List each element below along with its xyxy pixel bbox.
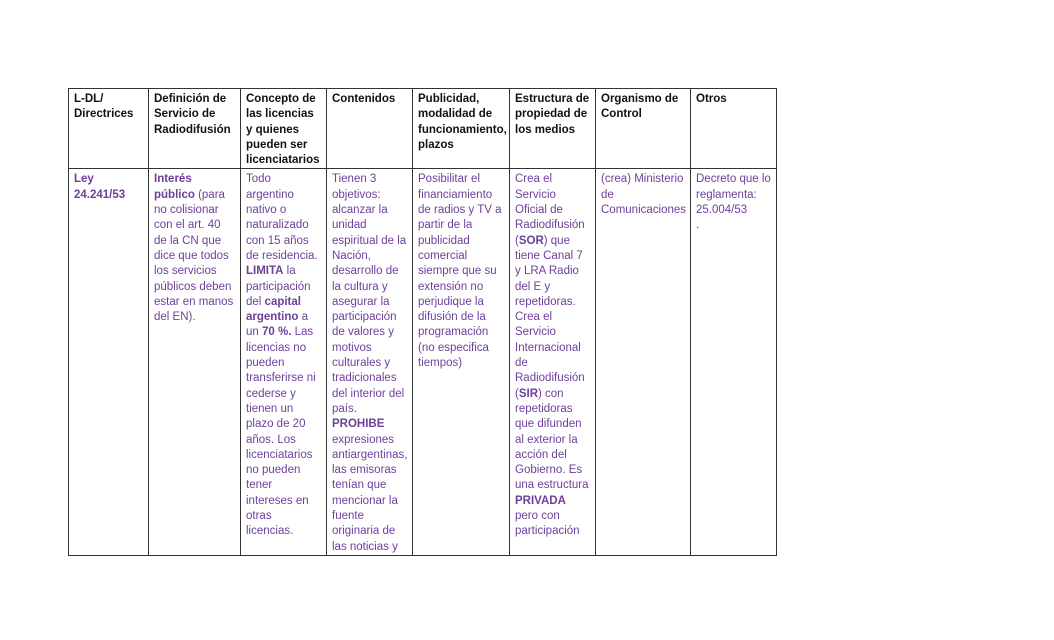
concepto-text-3: a un xyxy=(246,311,308,339)
estructura-bold-3: PRIVADA xyxy=(515,494,566,507)
contenidos-text-2: expresiones antiargentinas, las emisoras tenían que mencionar la fuente originaria de las noticias y xyxy=(332,433,408,553)
cell-estructura xyxy=(510,169,596,555)
cell-ley: Ley 24.241/53 xyxy=(69,169,149,555)
definicion-text: (para no colisionar con el art. 40 de la CN que dice que todos los servicios públicos deben estar en manos del EN). xyxy=(154,188,234,324)
legislation-table xyxy=(68,88,777,556)
estructura-text-3: ) con repetidoras que difunden al exterior la acción del Gobierno. Es una estructura xyxy=(515,387,589,492)
cell-otros xyxy=(691,169,777,555)
header-cell-publicidad: Publicidad, modalidad de funcionamiento, plazos xyxy=(413,89,510,169)
cell-contenidos xyxy=(327,169,413,555)
concepto-text-4: Las licencias no pueden transferirse ni cederse y tienen un plazo de 20 años. Los licenciatarios no pueden tener intereses en otras licencias. xyxy=(246,326,316,538)
concepto-bold-1: LIMITA xyxy=(246,265,284,278)
concepto-bold-2: capital argentino xyxy=(246,295,301,324)
estructura-text-1: Crea el Servicio Oficial de Radiodifusión ( xyxy=(515,173,585,247)
otros-text-1: Decreto que lo reglamenta: 25.004/53 xyxy=(696,173,771,217)
contenidos-text-1: Tienen 3 objetivos: alcanzar la unidad espiritual de la Nación, desarrollo de la cultura y asegurar la participación de valores y motivos culturales y tradicionales del interior del país. xyxy=(332,173,407,415)
table-row xyxy=(69,169,777,555)
header-row xyxy=(69,89,777,169)
header-cell-otros: Otros xyxy=(691,89,777,169)
header-cell-definicion: Definición de Servicio de Radiodifusión xyxy=(149,89,241,169)
estructura-bold-2: SIR xyxy=(518,387,539,400)
concepto-bold-3: 70 %. xyxy=(262,326,292,339)
cell-organismo: (crea) Ministerio de Comunicaciones xyxy=(596,169,691,555)
header-cell-contenidos: Contenidos xyxy=(327,89,413,169)
header-cell-ldl: L-DL/ Directrices xyxy=(69,89,149,169)
estructura-bold-1: SOR xyxy=(518,234,544,247)
estructura-text-4: pero con participación xyxy=(515,510,580,538)
concepto-text-1: Todo argentino nativo o naturalizado con 15 años de residencia. xyxy=(246,173,318,262)
cell-concepto xyxy=(241,169,327,555)
cell-definicion xyxy=(149,169,241,555)
header-cell-estructura: Estructura de propiedad de los medios xyxy=(510,89,596,169)
header-cell-concepto: Concepto de las licencias y quienes pueden ser licenciatarios xyxy=(241,89,327,169)
contenidos-bold-1: PROHIBE xyxy=(332,418,385,431)
definicion-bold: Interés público xyxy=(154,173,195,201)
estructura-text-2: ) que tiene Canal 7 y LRA Radio del E y repetidoras. Crea el Servicio Internacional de Radiodifusión ( xyxy=(515,234,585,400)
otros-text-2: . xyxy=(696,219,700,232)
cell-publicidad: Posibilitar el financiamiento de radios y TV a partir de la publicidad comercial siempre que su extensión no perjudique la difusión de la programación (no especifica tiempos) xyxy=(413,169,510,555)
concepto-text-2: la participación del xyxy=(246,265,311,308)
header-cell-organismo: Organismo de Control xyxy=(596,89,691,169)
